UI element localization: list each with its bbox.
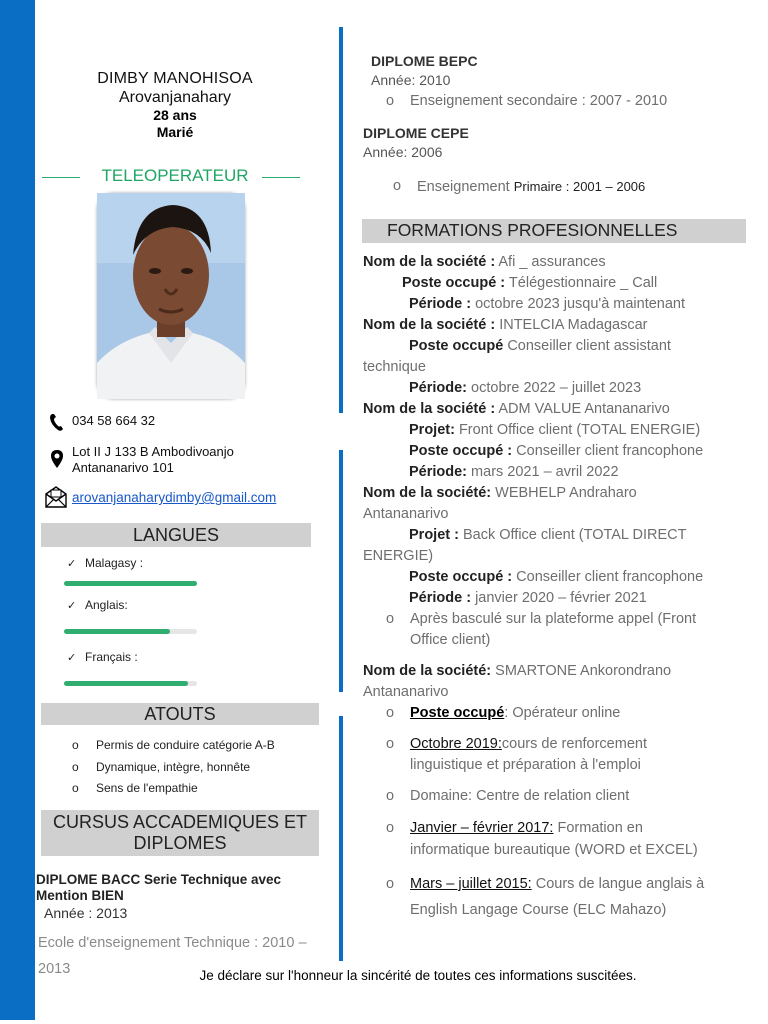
cepe-item-rest: Primaire : 2001 – 2006 <box>513 179 646 194</box>
column-divider-bottom <box>339 716 343 961</box>
job-adm-periode: Période: mars 2021 – avril 2022 <box>409 464 619 480</box>
job-title-rule-right <box>262 177 300 178</box>
bepc-list <box>386 91 667 112</box>
declaration-footer: Je déclare sur l'honneur la sincérité de toutes ces informations suscitées. <box>199 968 637 983</box>
list-item: o Mars – juillet 2015: Cours de langue anglais à English Langage Course (ELC Mahazo) <box>386 871 704 923</box>
job-intelcia-poste: Poste occupé Conseiller client assistant <box>409 338 671 354</box>
envelope-icon <box>44 485 68 509</box>
job-intelcia-periode: Période: octobre 2022 – juillet 2023 <box>409 380 642 396</box>
bepc-block <box>371 52 478 90</box>
job-title: TELEOPERATEUR <box>101 166 249 185</box>
candidate-name: DIMBY MANOHISOA <box>97 70 253 87</box>
phone-number: 034 58 664 32 <box>72 413 156 428</box>
job-title-block <box>40 166 310 190</box>
job-adm-projet: Projet: Front Office client (TOTAL ENERGIE) <box>409 422 701 438</box>
lang-malagasy <box>67 556 143 570</box>
column-divider-top <box>339 27 343 413</box>
bacc-school <box>38 930 307 977</box>
job-adm-poste: Poste occupé : Conseiller client francophone <box>409 443 704 459</box>
lang-bar-francais <box>64 681 197 686</box>
email-link[interactable]: arovanjanaharydimby@gmail.com <box>72 490 277 505</box>
cursus-heading <box>41 810 319 856</box>
lang-bar-fill <box>64 581 197 586</box>
left-accent-bar <box>0 0 35 1020</box>
list-item: o Sens de l'empathie <box>72 778 275 800</box>
address-line-1: Lot II J 133 B Ambodivoanjo <box>72 444 234 459</box>
cursus-heading-line1: CURSUS ACCADEMIQUES ET <box>52 812 308 832</box>
atouts-heading: ATOUTS <box>41 703 319 725</box>
bepc-year: Année: 2010 <box>371 72 451 88</box>
job-webhelp-projet-cont: ENERGIE) <box>363 548 434 564</box>
cursus-heading-line2: DIPLOMES <box>133 833 227 853</box>
lang-francais <box>67 650 138 664</box>
candidate-age: 28 ans <box>153 107 197 123</box>
cepe-list <box>393 176 645 198</box>
list-item: o Poste occupé: Opérateur online <box>386 703 704 724</box>
bepc-title: DIPLOME BEPC <box>371 53 478 69</box>
lang-label: Anglais: <box>85 598 128 612</box>
phone-icon <box>48 412 66 432</box>
candidate-city: Arovanjanahary <box>118 89 232 106</box>
identity-block <box>40 70 310 141</box>
profile-photo <box>97 193 245 399</box>
check-icon: ✓ <box>67 652 77 664</box>
job-webhelp-periode: Période : janvier 2020 – février 2021 <box>409 590 647 606</box>
webhelp-note-line2: Office client) <box>410 632 491 648</box>
bacc-title-line2: Mention BIEN <box>36 888 124 903</box>
lang-bar-anglais <box>64 629 197 634</box>
bacc-school-line1: Ecole d'enseignement Technique : 2010 – <box>38 935 307 951</box>
job-afi-poste: Poste occupé : Télégestionnaire _ Call <box>402 275 658 291</box>
cepe-block <box>363 124 469 162</box>
check-icon: ✓ <box>67 600 77 612</box>
job-intelcia-poste-cont: technique <box>363 359 426 375</box>
job-webhelp-projet: Projet : Back Office client (TOTAL DIRECT <box>409 527 687 543</box>
cepe-year: Année: 2006 <box>363 144 443 160</box>
cepe-title: DIPLOME CEPE <box>363 125 469 141</box>
langues-heading: LANGUES <box>41 523 311 547</box>
job-smartone-company-cont: Antananarivo <box>363 684 449 700</box>
bacc-block <box>36 872 281 922</box>
candidate-status: Marié <box>156 124 194 140</box>
webhelp-note-line1: o Après basculé sur la plateforme appel (Front <box>410 611 697 627</box>
bacc-school-line2: 2013 <box>38 961 71 977</box>
lang-bar-fill <box>64 629 170 634</box>
formations-block <box>363 252 703 609</box>
job-webhelp-poste: Poste occupé : Conseiller client francophone <box>409 569 704 585</box>
job-afi-company: Nom de la société : Afi _ assurances <box>363 254 606 270</box>
formations-heading: FORMATIONS PROFESIONNELLES <box>362 219 746 243</box>
job-smartone-company: Nom de la société: SMARTONE Ankorondrano <box>363 663 672 679</box>
job-smartone <box>363 661 671 703</box>
smartone-list <box>386 703 704 923</box>
lang-bar-fill <box>64 681 188 686</box>
job-afi-periode: Période : octobre 2023 jusqu'à maintenant <box>409 296 686 312</box>
list-item: o Domaine: Centre de relation client <box>386 786 704 807</box>
column-divider-middle <box>339 450 343 692</box>
list-item: o Janvier – février 2017: Formation en informatique bureautique (WORD et EXCEL) <box>386 817 704 861</box>
job-adm-company: Nom de la société : ADM VALUE Antananarivo <box>363 401 670 417</box>
job-intelcia-company: Nom de la société : INTELCIA Madagascar <box>363 317 648 333</box>
check-icon: ✓ <box>67 558 77 570</box>
webhelp-note-list <box>386 609 696 651</box>
bacc-year: Année : 2013 <box>44 905 128 921</box>
lang-label: Malagasy : <box>85 556 144 570</box>
bacc-title-line1: DIPLOME BACC Serie Technique avec <box>36 872 282 887</box>
lang-anglais <box>67 598 128 612</box>
location-pin-icon <box>48 449 66 469</box>
atouts-list <box>72 735 275 800</box>
list-item: o Permis de conduire catégorie A-B <box>72 735 275 757</box>
job-webhelp-company: Nom de la société: WEBHELP Andraharo <box>363 485 637 501</box>
list-item <box>393 176 645 198</box>
address-line-2: Antananarivo 101 <box>72 460 174 475</box>
job-webhelp-company-cont: Antananarivo <box>363 506 449 522</box>
list-item: o Octobre 2019:cours de renforcement linguistique et préparation à l'emploi <box>386 734 704 776</box>
lang-label: Français : <box>85 650 138 664</box>
list-item: o Enseignement secondaire : 2007 - 2010 <box>386 91 667 112</box>
list-item <box>386 609 696 651</box>
cepe-item-prefix: Enseignement <box>417 179 514 195</box>
lang-bar-malagasy <box>64 581 197 586</box>
list-item: o Dynamique, intègre, honnête <box>72 757 275 779</box>
